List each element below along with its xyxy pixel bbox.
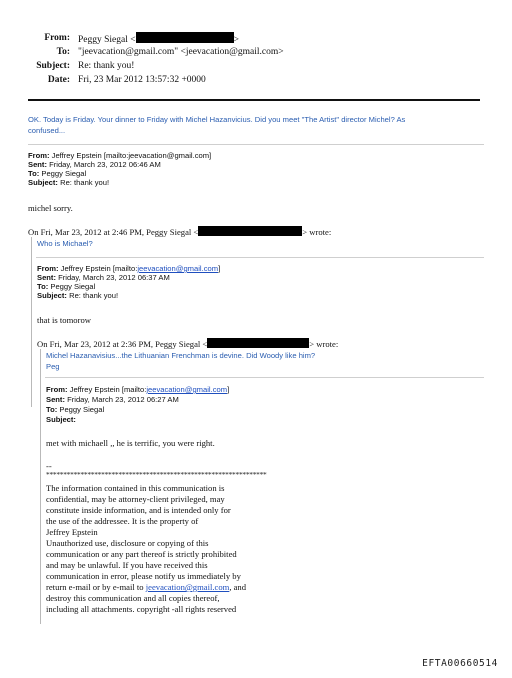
header-date-value: Fri, 23 Mar 2012 13:57:32 +0000 [78,75,206,85]
header-divider [28,99,480,101]
msg2-body: michel sorry. [28,203,73,213]
disclaimer-email-link[interactable]: jeevacation@gmail.com [145,582,230,592]
disclaimer-line: the use of the addressee. It is the property of [46,516,199,526]
redaction-block [207,338,309,348]
msg4-email-link[interactable]: jeevacation@gmail.com [146,385,228,394]
msg4-to-value: Peggy Siegal [59,405,105,414]
msg4-from-line [46,385,229,395]
msg4-quote-line2: Peg [46,362,60,371]
msg4-subject-label: Subject: [46,415,76,424]
msg4-divider [45,377,484,378]
msg3-from-suffix: ] [218,264,221,273]
msg2-attribution [28,226,331,238]
msg4-sent-line [46,395,179,405]
disclaimer-line: confidential, may be attorney-client privileged, may [46,494,225,504]
disclaimer-line: The information contained in this communication is [46,483,225,493]
msg3-to-value: Peggy Siegal [50,282,96,291]
disclaimer-line: communication in error, please notify us immediately by [46,571,241,581]
msg3-subject-value: Re: thank you! [69,291,119,300]
header-to-label: To: [56,47,70,57]
header-to-value: "jeevacation@gmail.com" <jeevacation@gmail.com> [78,47,284,57]
disclaimer-line: including all attachments. copyright -all rights reserved [46,604,237,614]
disclaimer-line: communication or any part thereof is strictly prohibited [46,549,237,559]
msg3-sent-label: Sent: [37,273,56,282]
msg1-body-line1: OK. Today is Friday. Your dinner to Friday with Michel Hazanvicius. Did you meet "The Artist" director Michel? As [28,115,406,124]
msg2-to-value: Peggy Siegal [41,169,87,178]
msg3-email-link[interactable]: jeevacation@gmail.com [137,264,219,273]
msg3-attribution [37,338,338,350]
quote-bar-level1 [31,237,32,407]
msg4-sent-value: Friday, March 23, 2012 06:27 AM [67,395,179,404]
msg2-subject-line [28,178,109,188]
msg3-body: that is tomorow [37,315,91,325]
msg3-sent-value: Friday, March 23, 2012 06:37 AM [58,273,170,282]
msg1-body-line2: confused... [28,126,66,135]
header-date-label: Date: [47,75,70,85]
header-from-tail: > [233,35,239,45]
msg4-from-prefix: Jeffrey Epstein [mailto: [69,385,147,394]
msg2-from-label: From: [28,151,50,160]
disclaimer-line10-suffix: , and [229,582,247,592]
quote-bar-level2 [40,349,41,624]
msg2-sent-label: Sent: [28,160,47,169]
redaction-block [198,226,302,236]
header-subject-label: Subject: [36,61,70,71]
msg3-to-label: To: [37,282,49,291]
msg2-to-label: To: [28,169,40,178]
disclaimer-line: Unauthorized use, disclosure or copying of this [46,538,209,548]
disclaimer-line: destroy this communication and all copies thereof, [46,593,220,603]
msg2-attribution-prefix: On Fri, Mar 23, 2012 at 2:46 PM, Peggy Siegal < [28,227,199,237]
msg3-from-label: From: [37,264,59,273]
msg2-from-value: Jeffrey Epstein [mailto:jeevacation@gmail.com] [51,151,212,160]
disclaimer-line10-prefix: return e-mail or by e-mail to [46,582,146,592]
header-subject-value: Re: thank you! [78,61,135,71]
msg4-sent-label: Sent: [46,395,65,404]
msg2-attribution-suffix: > wrote: [302,227,332,237]
msg3-attribution-suffix: > wrote: [309,339,339,349]
msg4-from-label: From: [46,385,68,394]
disclaimer-line: constitute inside information, and is intended only for [46,505,231,515]
msg2-subject-label: Subject: [28,178,58,187]
msg3-divider [36,257,484,258]
header-from-label: From: [44,33,70,43]
msg3-attribution-prefix: On Fri, Mar 23, 2012 at 2:36 PM, Peggy Siegal < [37,339,208,349]
redaction-block [136,32,234,43]
disclaimer-line-email [46,582,246,593]
disclaimer-line: Jeffrey Epstein [46,527,98,537]
msg4-to-line [46,405,104,415]
msg3-subject-label: Subject: [37,291,67,300]
document-id: EFTA00660514 [422,658,498,669]
msg3-subject-line [37,291,118,301]
msg3-from-prefix: Jeffrey Epstein [mailto: [60,264,138,273]
msg2-sent-value: Friday, March 23, 2012 06:46 AM [49,160,161,169]
header-from-value: Peggy Siegal < [78,35,136,45]
msg4-subject-line [46,415,76,425]
msg4-quote-line1: Michel Hazanavisius...the Lithuanian Frenchman is devine. Did Woody like him? [46,351,316,360]
msg4-body: met with michaell ,, he is terrific, you were right. [46,438,215,448]
msg2-subject-value: Re: thank you! [60,178,110,187]
disclaimer-line: and may be unlawful. If you have received this [46,560,208,570]
disclaimer-separator: -- [46,461,52,471]
msg4-to-label: To: [46,405,58,414]
msg1-divider [28,144,484,145]
msg3-quote: Who is Michael? [37,239,93,248]
disclaimer-stars: **************************************************************** [46,470,267,479]
msg4-from-suffix: ] [227,385,230,394]
